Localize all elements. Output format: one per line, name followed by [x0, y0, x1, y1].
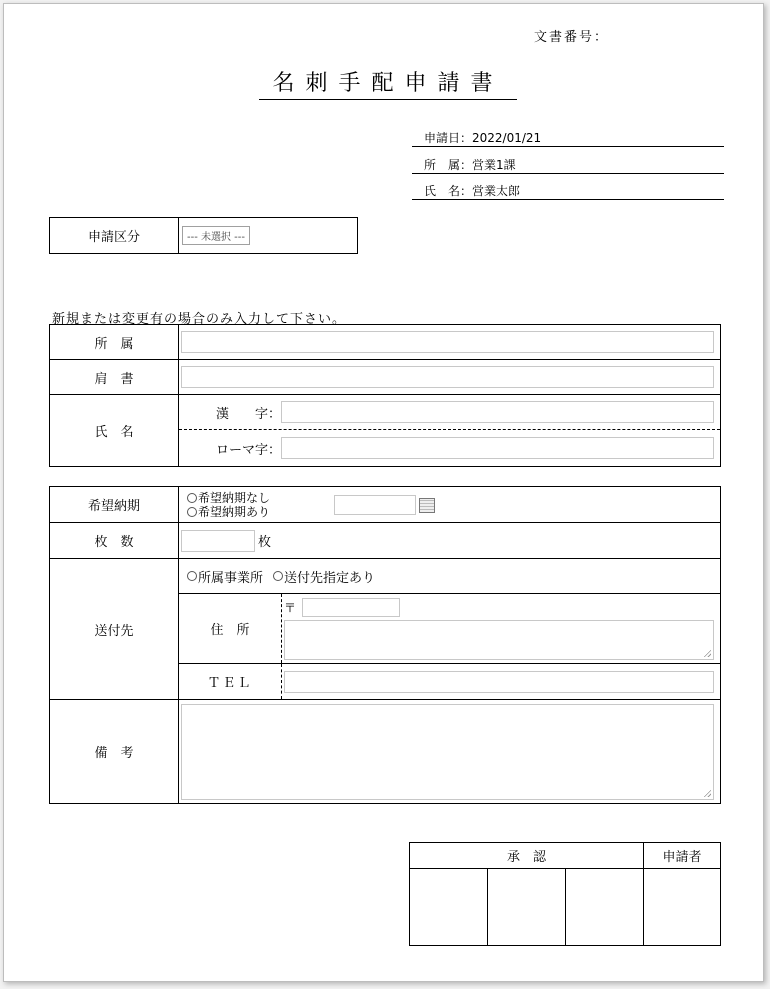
kibou-date-input[interactable] — [334, 495, 416, 515]
approval-stamp-box — [565, 869, 643, 946]
apply-date: 申請日：2022/01/21 — [412, 129, 724, 147]
resize-handle-icon[interactable] — [703, 789, 711, 797]
address-textarea[interactable] — [284, 620, 714, 660]
postal-mark: 〒 — [284, 600, 297, 615]
applicant-affiliation: 所 属：営業1課 — [412, 156, 724, 174]
office-label: 所属事業所 — [198, 570, 264, 586]
approve-label: 承 認 — [410, 843, 644, 869]
kibou-none-radio[interactable] — [187, 493, 197, 503]
kibou-none-label: 希望納期なし — [198, 490, 271, 505]
applicant-label: 申請者 — [644, 843, 721, 869]
shozoku-label: 所 属 — [50, 325, 179, 360]
postal-input[interactable] — [302, 598, 400, 617]
specify-radio[interactable] — [273, 571, 283, 581]
kibou-yes-label: 希望納期あり — [198, 504, 271, 519]
approval-table — [409, 842, 721, 946]
maisu-label: 枚 数 — [50, 523, 179, 559]
calendar-icon[interactable] — [419, 498, 435, 513]
katagaki-input[interactable] — [181, 366, 714, 388]
maisu-unit: 枚 — [258, 535, 272, 550]
tel-label: ＴＥＬ — [179, 664, 282, 699]
doc-number-label: 文書番号： — [534, 30, 610, 45]
approval-stamp-box — [410, 869, 488, 946]
shozoku-input[interactable] — [181, 331, 714, 353]
category-label: 申請区分 — [50, 218, 179, 254]
applicant-name: 氏 名：営業太郎 — [412, 182, 724, 200]
tel-input[interactable] — [284, 671, 714, 693]
document-title: 名刺手配申請書 — [259, 66, 517, 100]
romaji-input[interactable] — [281, 437, 714, 459]
remarks-textarea[interactable] — [181, 704, 714, 800]
resize-handle-icon[interactable] — [703, 649, 711, 657]
romaji-label: ローマ字： — [215, 442, 281, 458]
maisu-input[interactable] — [181, 530, 255, 552]
kanji-input[interactable] — [281, 401, 714, 423]
sofusaki-label: 送付先 — [50, 559, 179, 700]
kibou-label: 希望納期 — [50, 487, 179, 523]
document-page — [3, 3, 764, 982]
office-radio[interactable] — [187, 571, 197, 581]
order-table — [49, 486, 721, 804]
kibou-yes-radio[interactable] — [187, 507, 197, 517]
address-label: 住 所 — [179, 594, 282, 663]
category-select[interactable]: --- 未選択 --- — [182, 226, 250, 245]
shimei-label: 氏 名 — [50, 395, 179, 467]
input-note: 新規または変更有の場合のみ入力して下さい。 — [52, 312, 347, 327]
remarks-label: 備 考 — [50, 700, 179, 804]
kanji-label: 漢 字： — [215, 406, 281, 422]
category-table — [49, 217, 358, 254]
approval-stamp-box — [487, 869, 565, 946]
applicant-stamp-box — [644, 869, 721, 946]
person-table — [49, 324, 721, 467]
specify-label: 送付先指定あり — [284, 570, 376, 586]
katagaki-label: 肩 書 — [50, 360, 179, 395]
